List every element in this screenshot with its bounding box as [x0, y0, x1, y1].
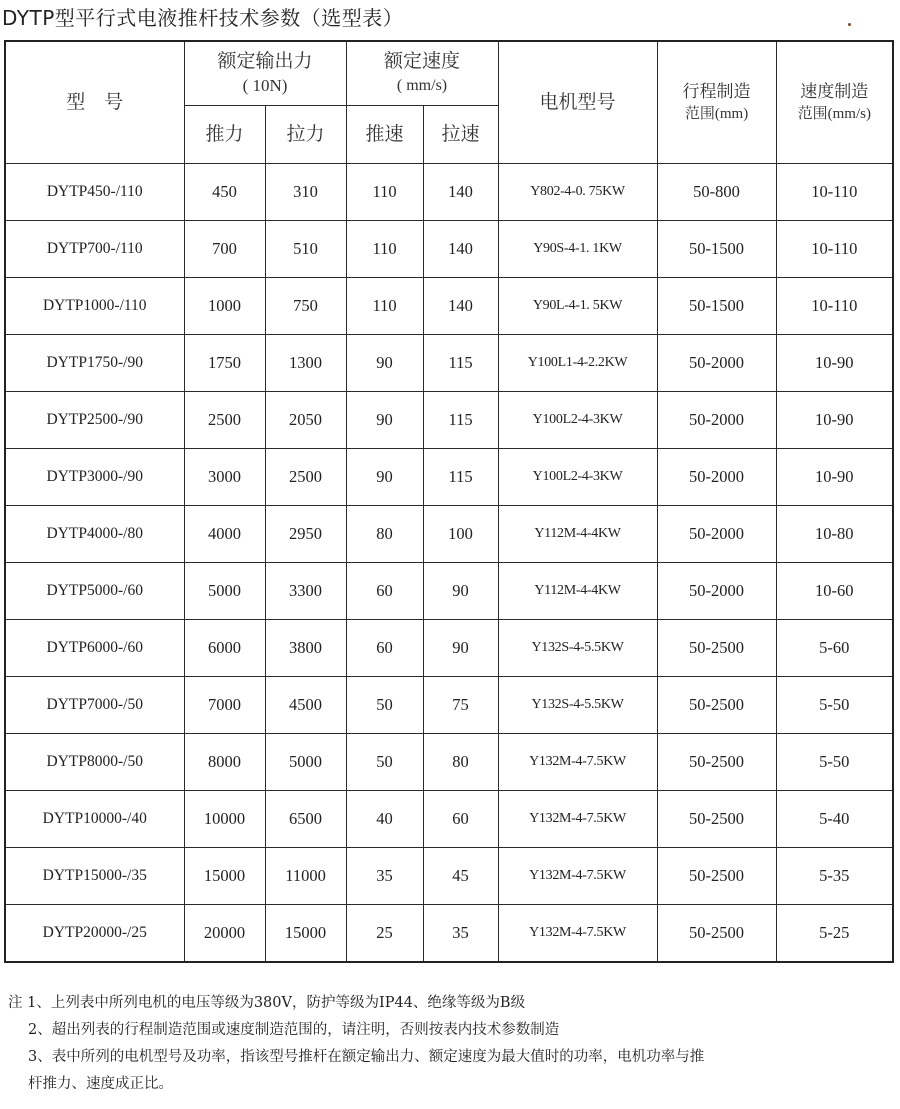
cell-model: DYTP20000-/25 — [5, 905, 184, 963]
cell-model: DYTP4000-/80 — [5, 506, 184, 563]
cell-push-speed: 90 — [346, 392, 423, 449]
header-pull-force: 拉力 — [265, 106, 346, 164]
notes — [8, 990, 893, 1098]
spec-table — [4, 40, 894, 963]
header-stroke-range-line2: 范围(mm) — [684, 105, 749, 122]
cell-model: DYTP15000-/35 — [5, 848, 184, 905]
cell-pull-force: 2050 — [265, 392, 346, 449]
cell-stroke-range: 50-2000 — [657, 449, 776, 506]
cell-model: DYTP450-/110 — [5, 164, 184, 221]
cell-stroke-range: 50-2000 — [657, 335, 776, 392]
cell-pull-speed: 80 — [423, 734, 498, 791]
cell-speed-range: 10-80 — [776, 506, 893, 563]
cell-pull-force: 3300 — [265, 563, 346, 620]
cell-push-speed: 110 — [346, 164, 423, 221]
print-speck — [848, 23, 851, 26]
header-pull-speed: 拉速 — [423, 106, 498, 164]
table-row — [5, 278, 893, 335]
cell-push-force: 5000 — [184, 563, 265, 620]
table-row — [5, 620, 893, 677]
cell-model: DYTP1750-/90 — [5, 335, 184, 392]
cell-model: DYTP2500-/90 — [5, 392, 184, 449]
cell-model: DYTP5000-/60 — [5, 563, 184, 620]
cell-stroke-range: 50-2500 — [657, 677, 776, 734]
cell-pull-force: 310 — [265, 164, 346, 221]
header-push-speed: 推速 — [346, 106, 423, 164]
cell-stroke-range: 50-2000 — [657, 392, 776, 449]
cell-pull-force: 2950 — [265, 506, 346, 563]
cell-speed-range: 5-40 — [776, 791, 893, 848]
table-row — [5, 164, 893, 221]
cell-pull-speed: 140 — [423, 221, 498, 278]
cell-push-speed: 50 — [346, 677, 423, 734]
cell-push-force: 20000 — [184, 905, 265, 963]
cell-pull-speed: 90 — [423, 620, 498, 677]
header-rated-force-label: 额定输出力 — [217, 50, 313, 72]
table-row — [5, 392, 893, 449]
cell-pull-speed: 75 — [423, 677, 498, 734]
cell-speed-range: 5-35 — [776, 848, 893, 905]
cell-pull-speed: 90 — [423, 563, 498, 620]
cell-push-force: 8000 — [184, 734, 265, 791]
header-motor: 电机型号 — [498, 41, 657, 164]
table-row — [5, 335, 893, 392]
cell-motor: Y132M-4-7.5KW — [498, 791, 657, 848]
header-rated-speed — [346, 41, 498, 106]
cell-speed-range: 5-25 — [776, 905, 893, 963]
cell-pull-speed: 115 — [423, 335, 498, 392]
cell-stroke-range: 50-2500 — [657, 791, 776, 848]
note-3-continued: 杆推力、速度成正比。 — [28, 1076, 173, 1092]
header-rated-speed-label: 额定速度 — [384, 50, 461, 72]
cell-stroke-range: 50-2000 — [657, 563, 776, 620]
cell-push-force: 7000 — [184, 677, 265, 734]
cell-pull-speed: 115 — [423, 449, 498, 506]
cell-push-speed: 110 — [346, 278, 423, 335]
cell-pull-speed: 35 — [423, 905, 498, 963]
cell-speed-range: 5-50 — [776, 677, 893, 734]
header-stroke-range — [657, 41, 776, 164]
header-push-force: 推力 — [184, 106, 265, 164]
cell-push-force: 700 — [184, 221, 265, 278]
header-speed-range — [776, 41, 893, 164]
cell-pull-speed: 100 — [423, 506, 498, 563]
cell-model: DYTP10000-/40 — [5, 791, 184, 848]
table-body — [5, 164, 893, 963]
cell-model: DYTP700-/110 — [5, 221, 184, 278]
cell-stroke-range: 50-2500 — [657, 734, 776, 791]
cell-push-speed: 60 — [346, 620, 423, 677]
cell-pull-force: 2500 — [265, 449, 346, 506]
cell-pull-speed: 60 — [423, 791, 498, 848]
table-row — [5, 563, 893, 620]
cell-motor: Y100L2-4-3KW — [498, 449, 657, 506]
cell-pull-force: 5000 — [265, 734, 346, 791]
cell-model: DYTP6000-/60 — [5, 620, 184, 677]
header-rated-force — [184, 41, 346, 106]
cell-push-force: 450 — [184, 164, 265, 221]
cell-model: DYTP8000-/50 — [5, 734, 184, 791]
cell-stroke-range: 50-2500 — [657, 620, 776, 677]
cell-pull-force: 4500 — [265, 677, 346, 734]
cell-push-speed: 80 — [346, 506, 423, 563]
cell-push-speed: 90 — [346, 335, 423, 392]
note-1: 注 1、上列表中所列电机的电压等级为380V，防护等级为IP44、绝缘等级为B级 — [8, 995, 526, 1011]
table-row — [5, 848, 893, 905]
cell-pull-force: 750 — [265, 278, 346, 335]
table-row — [5, 506, 893, 563]
table-row — [5, 734, 893, 791]
cell-pull-force: 510 — [265, 221, 346, 278]
cell-push-force: 10000 — [184, 791, 265, 848]
cell-speed-range: 10-90 — [776, 335, 893, 392]
cell-speed-range: 10-110 — [776, 221, 893, 278]
cell-motor: Y802-4-0. 75KW — [498, 164, 657, 221]
cell-pull-speed: 115 — [423, 392, 498, 449]
cell-push-speed: 35 — [346, 848, 423, 905]
header-stroke-range-line1: 行程制造 — [682, 81, 751, 101]
cell-push-speed: 25 — [346, 905, 423, 963]
header-speed-range-line1: 速度制造 — [800, 81, 869, 101]
cell-push-force: 2500 — [184, 392, 265, 449]
cell-model: DYTP7000-/50 — [5, 677, 184, 734]
cell-motor: Y132M-4-7.5KW — [498, 848, 657, 905]
cell-speed-range: 10-90 — [776, 449, 893, 506]
cell-speed-range: 10-60 — [776, 563, 893, 620]
cell-motor: Y112M-4-4KW — [498, 563, 657, 620]
cell-push-speed: 110 — [346, 221, 423, 278]
cell-speed-range: 10-110 — [776, 278, 893, 335]
cell-push-force: 4000 — [184, 506, 265, 563]
cell-push-force: 3000 — [184, 449, 265, 506]
cell-pull-force: 15000 — [265, 905, 346, 963]
cell-speed-range: 5-60 — [776, 620, 893, 677]
cell-push-speed: 60 — [346, 563, 423, 620]
header-model: 型 号 — [5, 41, 184, 164]
cell-push-force: 1000 — [184, 278, 265, 335]
cell-motor: Y132M-4-7.5KW — [498, 734, 657, 791]
cell-push-force: 1750 — [184, 335, 265, 392]
cell-speed-range: 10-90 — [776, 392, 893, 449]
table-row — [5, 221, 893, 278]
cell-pull-speed: 140 — [423, 164, 498, 221]
cell-speed-range: 5-50 — [776, 734, 893, 791]
cell-stroke-range: 50-800 — [657, 164, 776, 221]
header-rated-speed-unit: ( mm/s) — [396, 76, 448, 94]
header-rated-force-unit: ( 10N) — [242, 75, 288, 95]
cell-push-force: 6000 — [184, 620, 265, 677]
cell-pull-force: 6500 — [265, 791, 346, 848]
cell-push-force: 15000 — [184, 848, 265, 905]
table-row — [5, 791, 893, 848]
cell-pull-speed: 45 — [423, 848, 498, 905]
cell-push-speed: 40 — [346, 791, 423, 848]
table-row — [5, 677, 893, 734]
table-row — [5, 905, 893, 963]
cell-motor: Y90L-4-1. 5KW — [498, 278, 657, 335]
cell-motor: Y132S-4-5.5KW — [498, 677, 657, 734]
header-speed-range-line2: 范围(mm/s) — [797, 105, 871, 122]
cell-push-speed: 90 — [346, 449, 423, 506]
cell-motor: Y100L2-4-3KW — [498, 392, 657, 449]
cell-push-speed: 50 — [346, 734, 423, 791]
cell-motor: Y132S-4-5.5KW — [498, 620, 657, 677]
cell-model: DYTP1000-/110 — [5, 278, 184, 335]
cell-motor: Y100L1-4-2.2KW — [498, 335, 657, 392]
cell-speed-range: 10-110 — [776, 164, 893, 221]
cell-motor: Y112M-4-4KW — [498, 506, 657, 563]
cell-motor: Y132M-4-7.5KW — [498, 905, 657, 963]
table-row — [5, 449, 893, 506]
cell-pull-force: 11000 — [265, 848, 346, 905]
cell-motor: Y90S-4-1. 1KW — [498, 221, 657, 278]
cell-stroke-range: 50-2500 — [657, 848, 776, 905]
cell-stroke-range: 50-2500 — [657, 905, 776, 963]
note-3: 3、表中所列的电机型号及功率，指该型号推杆在额定输出力、额定速度为最大值时的功率，电机功率与推 — [28, 1049, 705, 1065]
cell-stroke-range: 50-1500 — [657, 221, 776, 278]
cell-model: DYTP3000-/90 — [5, 449, 184, 506]
page-title: DYTP型平行式电液推杆技术参数（选型表） — [2, 6, 404, 30]
cell-stroke-range: 50-1500 — [657, 278, 776, 335]
cell-stroke-range: 50-2000 — [657, 506, 776, 563]
header-row-1 — [5, 41, 893, 106]
note-2: 2、超出列表的行程制造范围或速度制造范围的，请注明，否则按表内技术参数制造 — [28, 1022, 560, 1038]
cell-pull-speed: 140 — [423, 278, 498, 335]
cell-pull-force: 1300 — [265, 335, 346, 392]
cell-pull-force: 3800 — [265, 620, 346, 677]
